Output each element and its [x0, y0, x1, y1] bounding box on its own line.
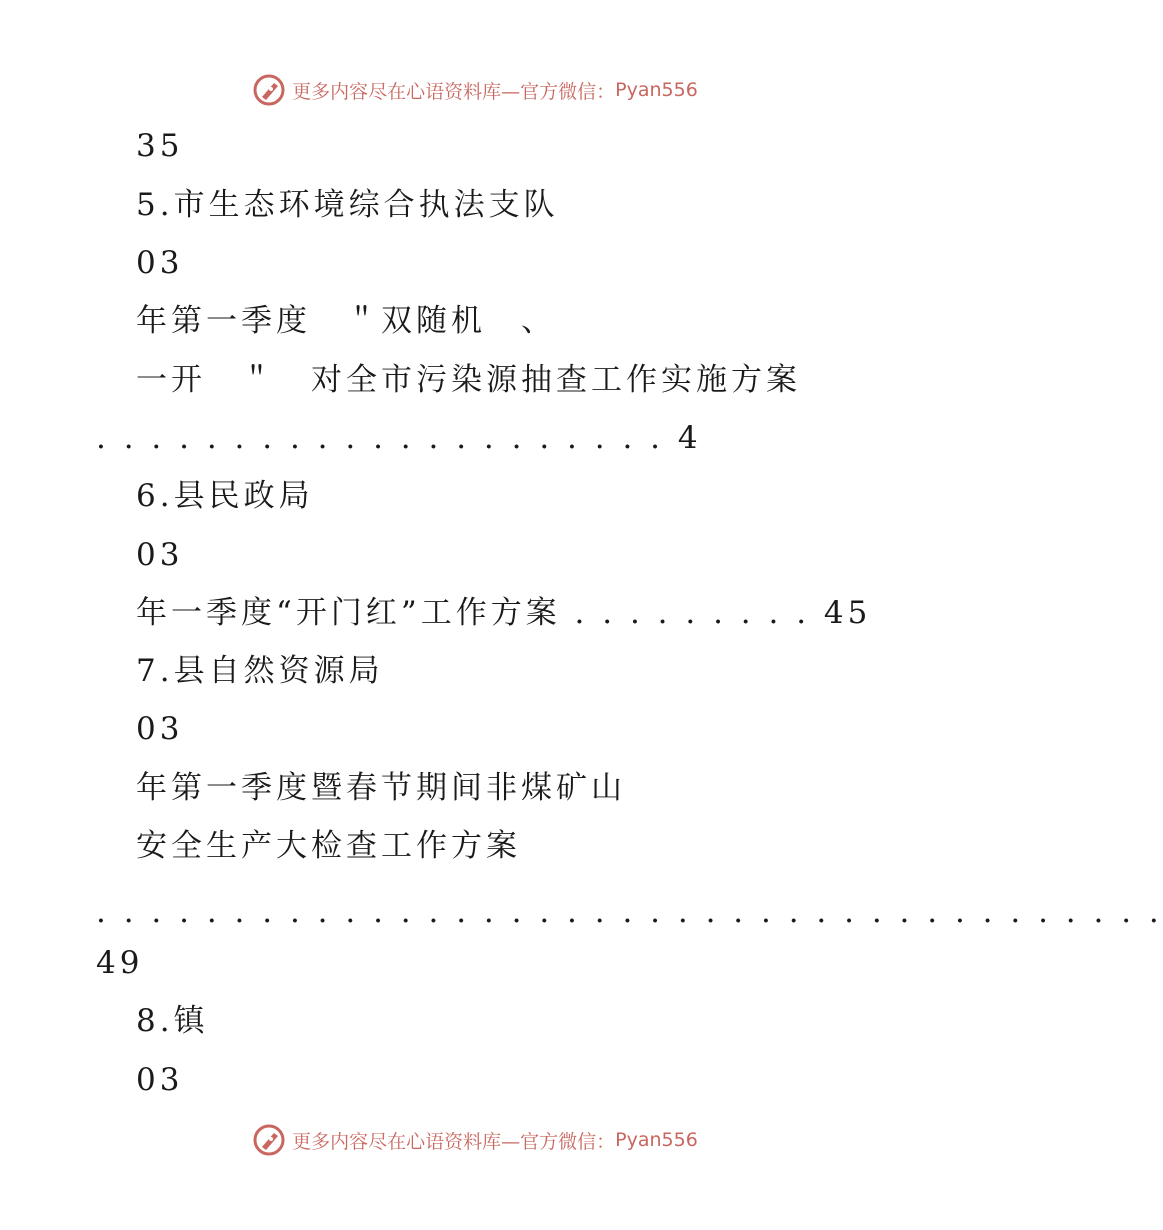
wechat-id: Pyan556 — [615, 1129, 698, 1151]
toc-line: 03 — [136, 711, 184, 747]
toc-line: 5.市生态环境综合执法支队 — [136, 187, 559, 223]
toc-line: 8.镇 — [136, 1003, 209, 1039]
toc-line: 一开 ＂ 对全市污染源抽查工作实施方案 — [136, 362, 801, 398]
toc-line: 年一季度“开门红”工作方案 . . . . . . . . . 45 — [136, 595, 872, 631]
footer-banner — [0, 1120, 950, 1160]
toc-line: 年第一季度 ＂双随机 、 — [136, 303, 556, 339]
banner-text: 更多内容尽在心语资料库—官方微信： — [292, 1130, 616, 1153]
toc-page-number: 49 — [96, 945, 144, 981]
pen-nib-seal-icon — [252, 73, 286, 107]
toc-line: 03 — [136, 1062, 184, 1098]
toc-line: 03 — [136, 245, 184, 281]
toc-line: 35 — [136, 128, 184, 164]
toc-line: 6.县民政局 — [136, 478, 314, 514]
toc-line: 03 — [136, 537, 184, 573]
pen-nib-seal-icon — [252, 1123, 286, 1157]
toc-leader-line: . . . . . . . . . . . . . . . . . . . . . 4 — [96, 420, 702, 456]
header-banner — [0, 70, 950, 110]
toc-line: 年第一季度暨春节期间非煤矿山 — [136, 770, 626, 806]
toc-line: 7.县自然资源局 — [136, 653, 384, 689]
toc-leader-line: . . . . . . . . . . . . . . . . . . . . . . . . . . . . . . . . . . . . . . . — [96, 894, 1163, 930]
wechat-id: Pyan556 — [615, 79, 698, 101]
banner-text: 更多内容尽在心语资料库—官方微信： — [292, 80, 616, 103]
toc-line: 安全生产大检查工作方案 — [136, 828, 521, 864]
